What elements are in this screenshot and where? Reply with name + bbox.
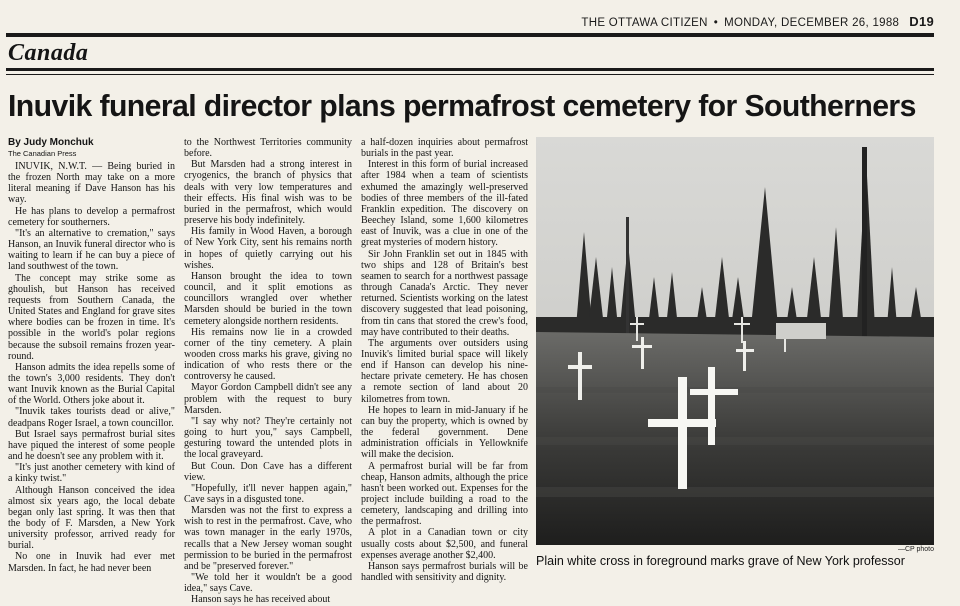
paragraph: A permafrost burial will be far from cheap, Hanson admits, although the price hasn't been worked out. Expenses for the project include building a road to the cemetery, landscaping and drilling into the permafrost. [361, 460, 528, 528]
byline: By Judy Monchuk [8, 137, 94, 148]
paragraph: "Hopefully, it'll never happen again," Cave says in a disgusted tone. [184, 482, 352, 505]
section-label: Canada [8, 40, 89, 66]
photo-credit: —CP photo [897, 546, 934, 553]
masthead [581, 14, 934, 29]
paragraph: INUVIK, N.W.T. — Being buried in the frozen North may take on a more literal meaning if Dave Hanson has his way. [8, 161, 175, 206]
paragraph: Interest in this form of burial increased after 1984 when a team of scientists exhumed the amazingly well-preserved bodies of three members of the ill-fated Franklin expedition. The discovery on Beechey Island, some 1,600 kilometres east of Inuvik, was a clue in one of the great mysteries of modern history. [361, 159, 528, 249]
paragraph: He has plans to develop a permafrost cemetery for southerners. [8, 205, 175, 228]
paragraph: Hanson says permafrost burials will be handled with sensitivity and dignity. [361, 560, 528, 584]
section-rule [6, 68, 934, 71]
paragraph: a half-dozen inquiries about permafrost burials in the past year. [361, 137, 528, 160]
paragraph: Hanson says he has received about [191, 594, 331, 606]
paragraph: A plot in a Canadian town or city usually costs about $2,500, and funeral expenses average another $2,400. [361, 527, 528, 561]
masthead-bullet: • [713, 17, 719, 29]
paragraph: The concept may strike some as ghoulish, but Hanson has received requests from Southern Canada, the United States and England for grave sites where bodies can be frozen in time. It's possible in the world's polar regions because the subsoil remains frozen year-round. [8, 272, 175, 362]
paragraph: "We told her it wouldn't be a good idea," says Cave. [184, 572, 352, 595]
page-number: D19 [909, 14, 934, 29]
paragraph: "It's an alternative to cremation," says Hanson, an Inuvik funeral director who is waiting to learn if he can buy a piece of land southwest of the town. [8, 227, 175, 273]
masthead-rule [6, 33, 934, 37]
paragraph: "Inuvik takes tourists dead or alive," deadpans Roger Israel, a town councillor. [8, 406, 175, 429]
paragraph: Sir John Franklin set out in 1845 with two ships and 128 of Britain's best seamen to search for a northwest passage through Canada's Arctic. They never returned. Scientists working on the latest discovery suggested that lead poisoning, from tin cans that stored the crew's food, may have contributed to their deaths. [361, 248, 528, 338]
article-column-3 [361, 137, 528, 584]
section-rule-thin [6, 74, 934, 75]
paragraph: Hanson admits the idea repells some of the town's 3,000 residents. They don't want Inuvik known as the Burial Capital of the World. Others joke about it. [8, 361, 175, 407]
newspaper-name: THE OTTAWA CITIZEN [581, 17, 708, 29]
issue-date: MONDAY, DECEMBER 26, 1988 [724, 17, 900, 29]
paragraph: to the Northwest Territories community before. [184, 137, 352, 160]
paragraph: Mayor Gordon Campbell didn't see any problem with the request to bury Marsden. [184, 382, 352, 416]
paragraph: He hopes to learn in mid-January if he can buy the property, which is owned by the federal government. Dene administration officials in Yellowknife will make the decision. [361, 404, 528, 461]
paragraph: But Israel says permafrost burial sites have piqued the interest of some people and he doesn't see any problem with it. [8, 428, 175, 463]
article-column-2 [184, 137, 352, 606]
cemetery-photo [536, 137, 934, 545]
paragraph: But Marsden had a strong interest in cryogenics, the branch of physics that deals with very low temperatures and their effects. His final wish was to be buried in the permafrost, which would preserve his body indefinitely. [184, 159, 352, 227]
paragraph: But Coun. Don Cave has a different view. [184, 460, 352, 483]
paragraph: His family in Wood Haven, a borough of New York City, sent his remains north in hopes of quietly carrying out his wishes. [184, 226, 352, 271]
paragraph: Although Hanson conceived the idea almost six years ago, the local debate began only last spring. It was then that the body of F. Marsden, a New York university professor, arrived ready for burial. [8, 484, 175, 552]
paragraph: The arguments over outsiders using Inuvik's limited burial space will likely end if Hanson can develop his nine-hectare private cemetery. He has chosen a remote section of land about 20 kilometres from town. [361, 337, 528, 405]
headline: Inuvik funeral director plans permafrost cemetery for Southerners [8, 89, 916, 123]
paragraph: "I say why not? They're certainly not going to hurt you," says Campbell, gesturing toward the untended plots in the local graveyard. [184, 415, 352, 461]
paragraph: "It's just another cemetery with kind of a kinky twist." [8, 462, 175, 485]
paragraph: His remains now lie in a crowded corner of the tiny cemetery. A plain wooden cross marks his grave, giving no indication of who rests there or the controversy he caused. [184, 326, 352, 383]
paragraph: Hanson brought the idea to town council, and it split emotions as councillors wrangled over whether Marsden should be buried in the town cemetery alongside northern residents. [184, 270, 352, 327]
paragraph: No one in Inuvik had ever met Marsden. In fact, he had never been [8, 551, 175, 574]
byline-credit: The Canadian Press [8, 149, 77, 158]
photo-caption: Plain white cross in foreground marks grave of New York professor [536, 554, 905, 568]
article-column-1 [8, 137, 175, 572]
paragraph: Marsden was not the first to express a wish to rest in the permafrost. Cave, who was town manager in the early 1970s, recalls that a New Jersey woman sought permission to be buried in the permafrost and be "preserved forever." [184, 505, 352, 572]
